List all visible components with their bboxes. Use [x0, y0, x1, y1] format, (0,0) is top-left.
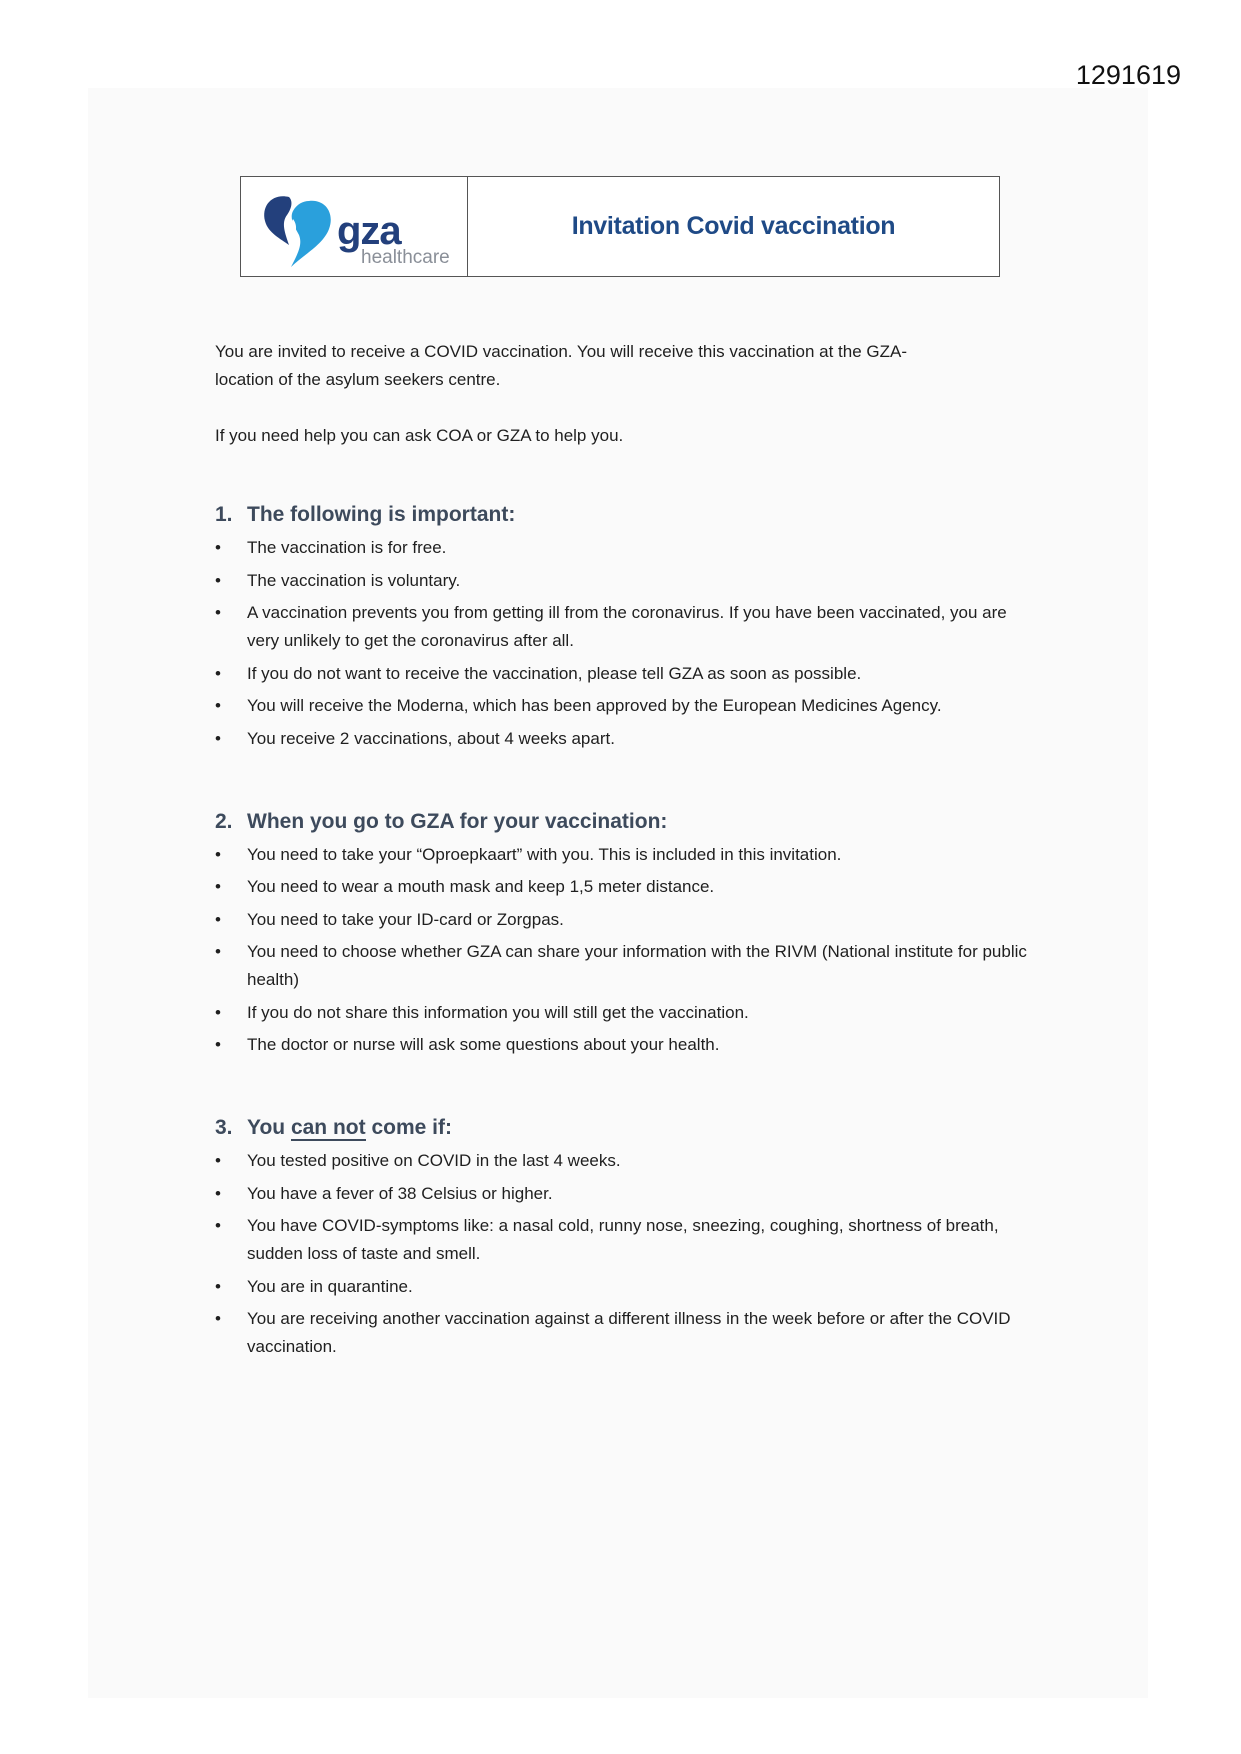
list-item: • The doctor or nurse will ask some questions about your health. — [215, 1031, 1035, 1059]
gza-heart-icon — [259, 189, 339, 269]
list-item: • The vaccination is for free. — [215, 534, 1035, 562]
section-3 — [215, 1113, 1035, 1361]
intro-line-1: You are invited to receive a COVID vaccination. You will receive this vaccination at the GZA- — [215, 342, 908, 361]
list-item: • You are receiving another vaccination against a different illness in the week before or after the COVID vaccination. — [215, 1305, 1035, 1361]
document-id-number: 1291619 — [1075, 60, 1181, 90]
intro-line-2: location of the asylum seekers centre. — [215, 370, 501, 389]
logo-brand-text: gza — [337, 209, 401, 253]
document-title: Invitation Covid vaccination — [571, 212, 896, 240]
section-title-emphasis: can not — [290, 1116, 366, 1139]
document-body — [215, 338, 1035, 1366]
section-heading — [215, 807, 1035, 837]
section-number: 3. — [215, 1116, 233, 1139]
section-1 — [215, 500, 1035, 753]
list-item: • You need to take your ID-card or Zorgpas. — [215, 906, 1035, 934]
gza-logo — [241, 177, 468, 276]
section-heading — [215, 1113, 1035, 1143]
list-item: • You will receive the Moderna, which has been approved by the European Medicines Agency. — [215, 692, 1035, 720]
section-2 — [215, 807, 1035, 1060]
list-item: • If you do not share this information you will still get the vaccination. — [215, 999, 1035, 1027]
section-heading — [215, 500, 1035, 530]
list-item: • The vaccination is voluntary. — [215, 567, 1035, 595]
list-item: • You are in quarantine. — [215, 1273, 1035, 1301]
intro — [215, 338, 1035, 450]
list-item: • You need to wear a mouth mask and keep 1,5 meter distance. — [215, 873, 1035, 901]
list-item: • If you do not want to receive the vaccination, please tell GZA as soon as possible. — [215, 660, 1035, 688]
bullet-list — [215, 1147, 1035, 1361]
list-item: • You have COVID-symptoms like: a nasal cold, runny nose, sneezing, coughing, shortness of breath, sudden loss of taste and smell. — [215, 1212, 1035, 1268]
section-title: When you go to GZA for your vaccination: — [247, 809, 668, 833]
list-item: • You need to take your “Oproepkaart” with you. This is included in this invitation. — [215, 841, 1035, 869]
bullet-list — [215, 841, 1035, 1060]
section-title: The following is important: — [247, 503, 516, 526]
section-number: 2. — [215, 809, 233, 833]
section-title-start: You — [247, 1116, 286, 1139]
section-title-end: come if: — [371, 1116, 452, 1139]
list-item: • You have a fever of 38 Celsius or higher. — [215, 1180, 1035, 1208]
bullet-list — [215, 534, 1035, 753]
logo-sub-text: healthcare — [361, 247, 450, 268]
title-cell — [468, 177, 999, 276]
list-item: • You receive 2 vaccinations, about 4 weeks apart. — [215, 725, 1035, 753]
document-header — [240, 176, 1000, 277]
list-item: • A vaccination prevents you from getting ill from the coronavirus. If you have been vaccinated, you are very unlikely to get the coronavirus after all. — [215, 599, 1035, 655]
list-item: • You tested positive on COVID in the last 4 weeks. — [215, 1147, 1035, 1175]
list-item: • You need to choose whether GZA can share your information with the RIVM (National institute for public health) — [215, 938, 1035, 994]
section-number: 1. — [215, 503, 233, 526]
intro-help: If you need help you can ask COA or GZA to help you. — [215, 426, 624, 445]
